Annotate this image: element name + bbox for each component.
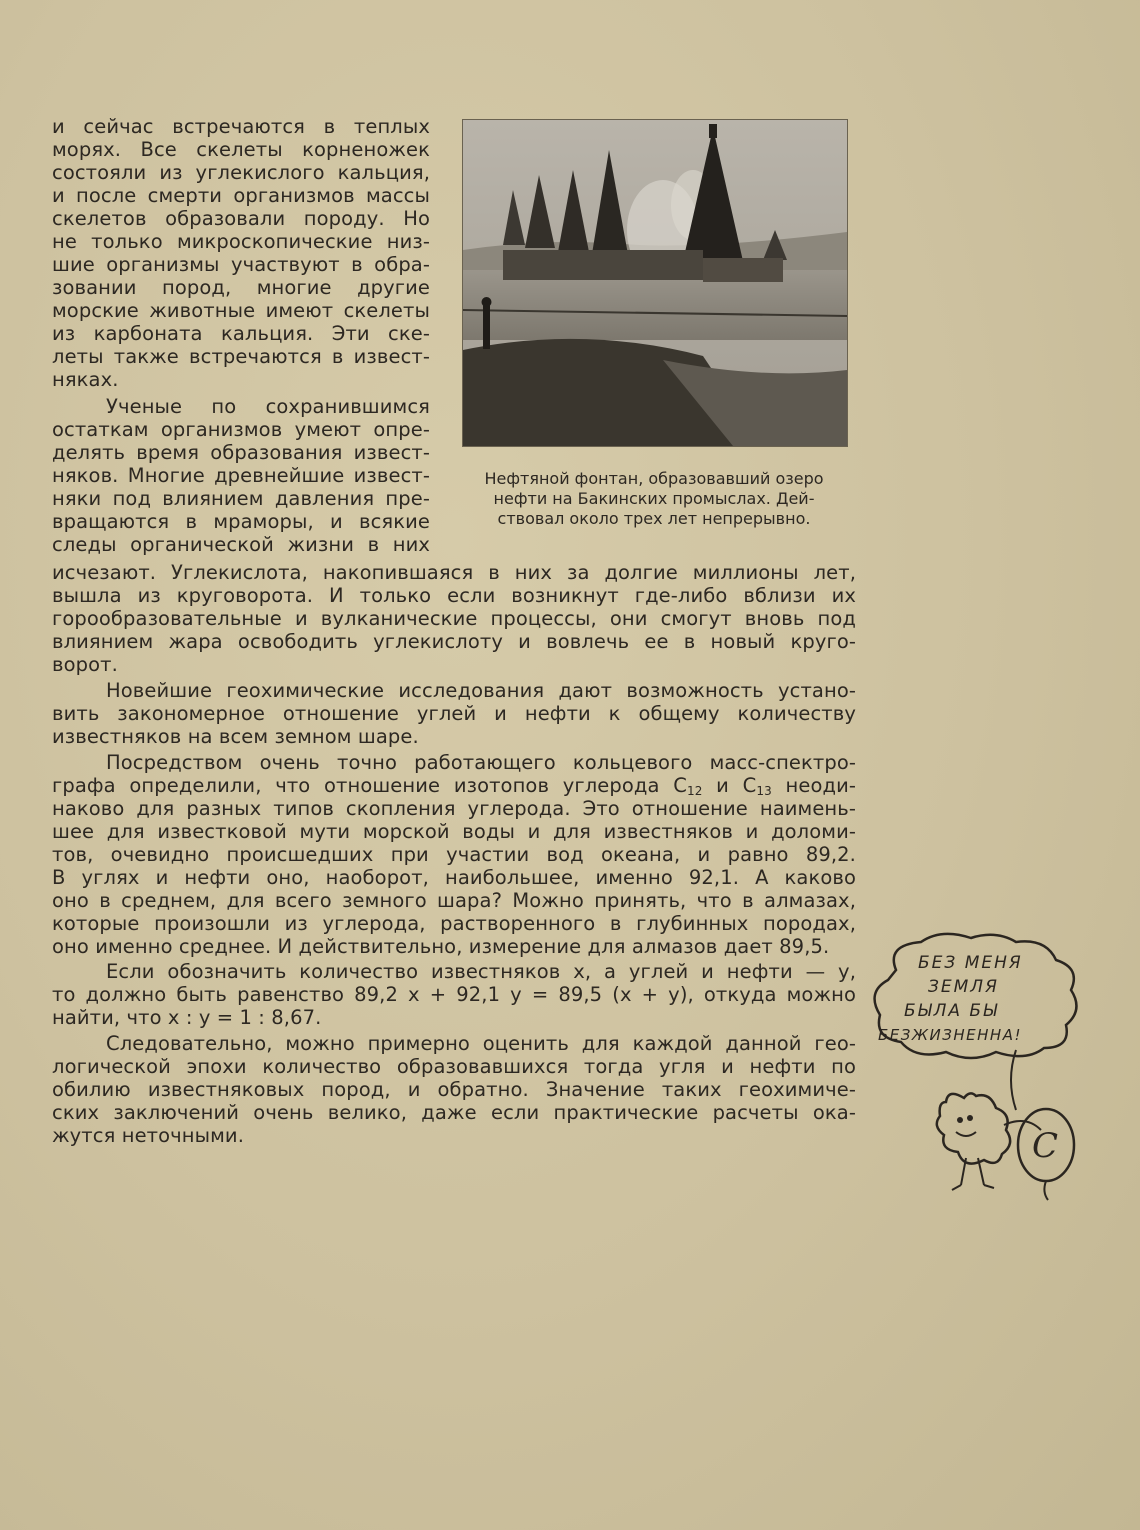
text-line: оно именно среднее. И действительно, измерение для алмазов дает 89,5. <box>52 935 830 958</box>
text-line: вышла из круговорота. И только если возникнут где-либо вблизи их <box>52 584 856 607</box>
text-line: горообразовательные и вулканические процессы, они смогут вновь под <box>52 607 856 630</box>
paragraph-start-line: Новейшие геохимические исследования дают возможность устано- <box>106 679 856 702</box>
text-fragment: и C <box>702 774 757 797</box>
text-line: вращаются в мраморы, и всякие <box>52 510 430 533</box>
speech-bubble-line: БЕЗ МЕНЯ <box>918 953 1023 973</box>
carbon-cartoon <box>866 930 1096 1210</box>
text-line: обилию известняковых пород, и обратно. Значение таких геохимиче- <box>52 1078 856 1101</box>
isotope-subscript: 12 <box>686 784 703 798</box>
photo-caption-line: ствовал около трех лет непрерывно. <box>497 509 811 528</box>
text-line: и после смерти организмов массы <box>52 184 430 207</box>
text-line: состояли из углекислого кальция, <box>52 161 430 184</box>
text-line: влиянием жара освободить углекислоту и вовлечь ее в новый круго- <box>52 630 856 653</box>
text-line: няках. <box>52 368 119 391</box>
text-line: известняков на всем земном шаре. <box>52 725 419 748</box>
text-line: остаткам организмов умеют опре- <box>52 418 430 441</box>
text-line: жутся неточными. <box>52 1124 245 1147</box>
speech-bubble-line: БЕЗЖИЗНЕННА! <box>878 1026 1022 1044</box>
text-line: ворот. <box>52 653 118 676</box>
text-line: оно в среднем, для всего земного шара? Можно принять, что в алмазах, <box>52 889 856 912</box>
text-line: делять время образования извест- <box>52 441 430 464</box>
text-line: няков. Многие древнейшие извест- <box>52 464 430 487</box>
text-line: шее для известковой мути морской воды и для известняков и доломи- <box>52 820 856 843</box>
text-line: няки под влиянием давления пре- <box>52 487 430 510</box>
text-line: скелетов образовали породу. Но <box>52 207 430 230</box>
speech-bubble-line: ЗЕМЛЯ <box>928 977 999 997</box>
text-fragment: графа определили, что отношение изотопов углерода C <box>52 774 687 797</box>
isotope-subscript: 13 <box>756 784 772 798</box>
text-line: и сейчас встречаются в теплых <box>52 115 430 138</box>
text-line: не только микроскопические низ- <box>52 230 430 253</box>
text-line: из карбоната кальция. Эти ске- <box>52 322 430 345</box>
text-line: леты также встречаются в извест- <box>52 345 430 368</box>
text-line: шие организмы участвуют в обра- <box>52 253 430 276</box>
equation-line: то должно быть равенство 89,2 х + 92,1 у = 89,5 (х + у), откуда можно <box>52 983 856 1006</box>
photo-caption-line: Нефтяной фонтан, образовавший озеро <box>484 469 824 488</box>
text-line: следы органической жизни в них <box>52 533 430 556</box>
paragraph-start-line: Посредством очень точно работающего кольцевого масс-спектро- <box>106 751 856 774</box>
text-line: найти, что х : у = 1 : 8,67. <box>52 1006 322 1029</box>
photo-caption-line: нефти на Бакинских промыслах. Дей- <box>493 489 815 508</box>
text-line: В углях и нефти оно, наоборот, наибольшее, именно 92,1. А каково <box>52 866 856 889</box>
text-line: тов, очевидно происшедших при участии вод океана, и равно 89,2. <box>52 843 856 866</box>
paragraph-start-line: Ученые по сохранившимся <box>106 395 430 418</box>
oil-gusher-photo <box>462 119 848 447</box>
text-line: вить закономерное отношение углей и нефти к общему количеству <box>52 702 856 725</box>
text-line: логической эпохи количество образовавшихся тогда угля и нефти по <box>52 1055 856 1078</box>
text-line: зовании пород, многие другие <box>52 276 430 299</box>
text-line: ских заключений очень велико, даже если практические расчеты ока- <box>52 1101 856 1124</box>
carbon-letter: C <box>1032 1126 1059 1166</box>
text-line: морские животные имеют скелеты <box>52 299 430 322</box>
text-line: которые произошли из углерода, растворенного в глубинных породах, <box>52 912 856 935</box>
text-line: морях. Все скелеты корненожек <box>52 138 430 161</box>
text-fragment: неоди- <box>771 774 856 797</box>
text-line: наково для разных типов скопления углерода. Это отношение наимень- <box>52 797 856 820</box>
text-line: исчезают. Углекислота, накопившаяся в них за долгие миллионы лет, <box>52 561 856 584</box>
paragraph-start-line: Следовательно, можно примерно оценить для каждой данной гео- <box>106 1032 856 1055</box>
paragraph-start-line: Если обозначить количество известняков х, а углей и нефти — у, <box>106 960 856 983</box>
speech-bubble-line: БЫЛА БЫ <box>904 1001 999 1021</box>
